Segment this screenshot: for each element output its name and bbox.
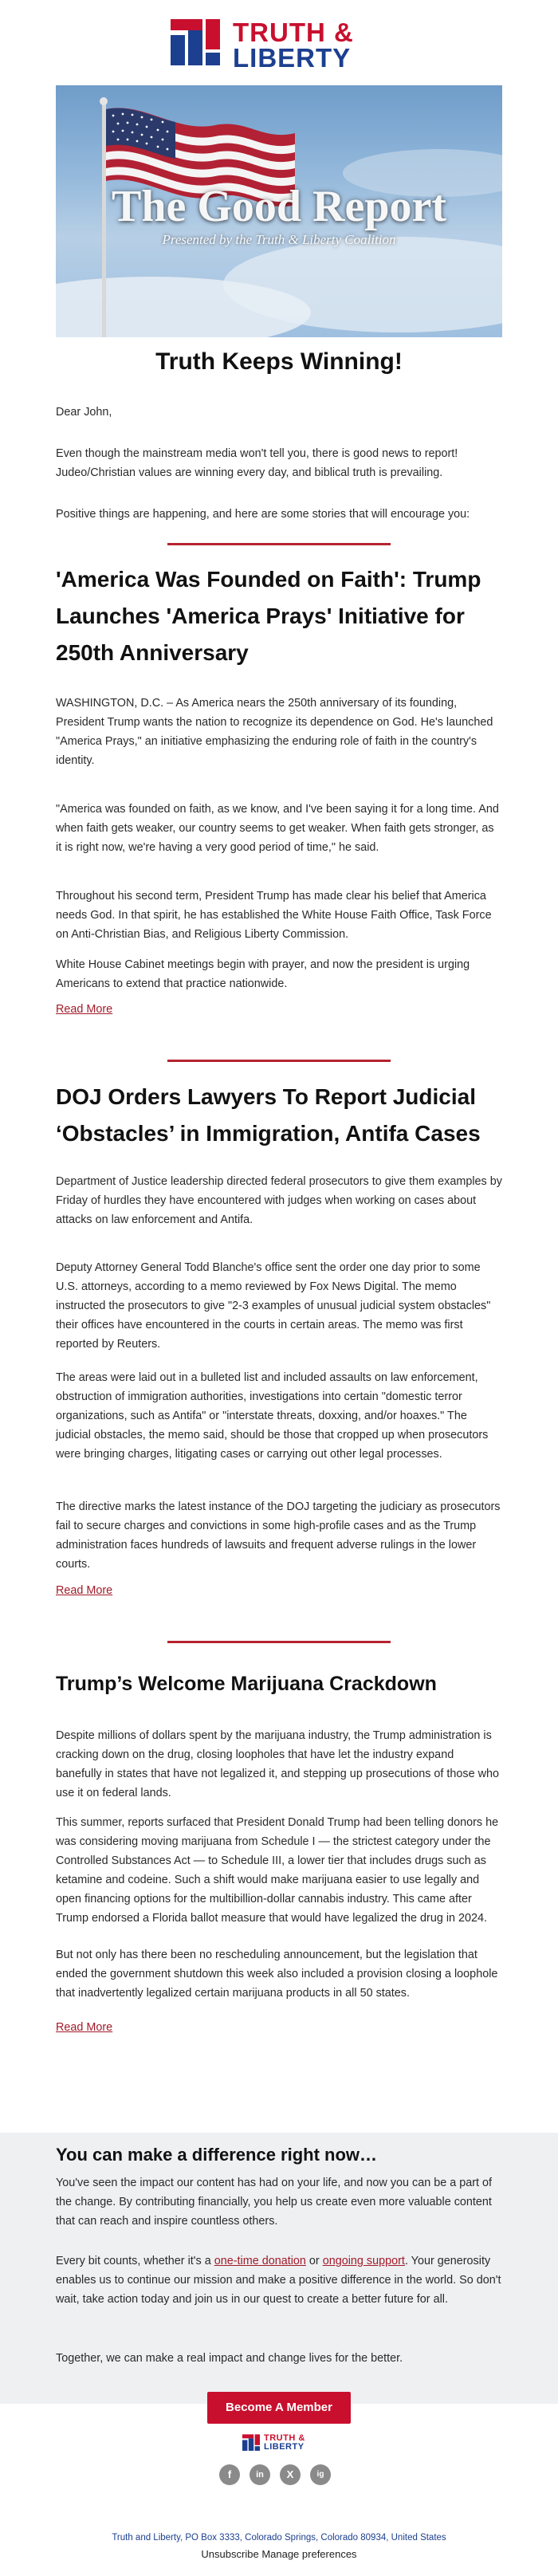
page-headline: Truth Keeps Winning! xyxy=(155,348,403,375)
cta-paragraph-2 xyxy=(56,2252,502,2309)
divider xyxy=(167,1641,391,1643)
article-2-read-more-link[interactable]: Read More xyxy=(56,1584,113,1597)
article-1-paragraph-2: "America was founded on faith, as we know, and I've been saying it for a long time. And when faith gets weaker, our country seems to get weaker. When faith gets stronger, as it is right now, we're having a very good period of time," he said. xyxy=(56,803,499,854)
article-1-paragraph-1: WASHINGTON, D.C. – As America nears the 250th anniversary of its founding, President Trump wants the nation to recognize its dependence on God. He's launched "America Prays," an initiative emphasizing the enduring role of faith in the country's identity. xyxy=(56,697,493,767)
article-1-paragraph-3: Throughout his second term, President Trump has made clear his belief that America needs God. In that spirit, he has established the White House Faith Office, Task Force on Anti-Christian Bias, and Religious Liberty Commission. xyxy=(56,890,492,941)
cta-text: or xyxy=(305,2255,323,2267)
divider xyxy=(167,1060,391,1062)
manage-preferences-link[interactable]: Manage preferences xyxy=(261,2548,357,2560)
footer-logo[interactable] xyxy=(242,2433,316,2454)
intro-paragraph-1: Even though the mainstream media won't tell you, there is good news to report! Judeo/Christian values are winning every day, and biblical truth is prevailing. xyxy=(56,447,458,479)
article-3-title: Trump’s Welcome Marijuana Crackdown xyxy=(56,1673,437,1695)
hero-banner xyxy=(56,85,502,337)
article-3-paragraph-2: This summer, reports surfaced that President Donald Trump had been telling donors he was considering moving marijuana from Schedule I — the strictest category under the Controlled Substances Act — to Schedule III, a lower tier that includes drugs such as ketamine and codeine. Such a shift would make marijuana easier to use legally and open financing options for the multibillion-dollar cannabis industry. This came after Trump endorsed a Florida ballot measure that would have legalized the drug in 2024. xyxy=(56,1816,499,1925)
article-1-title: 'America Was Founded on Faith': Trump Launches 'America Prays' Initiative for 250th Anniversary xyxy=(56,567,481,665)
logo-line-1: TRUTH & xyxy=(233,18,354,47)
logo-line-2: LIBERTY xyxy=(233,43,352,73)
article-2-paragraph-4: The directive marks the latest instance of the DOJ targeting the judiciary as prosecutors fail to secure charges and convictions in some high-profile cases and as the Trump administration faces hundreds of lawsuits and frequent adverse rulings in the lower courts. xyxy=(56,1500,501,1571)
footer-logo-line-2: LIBERTY xyxy=(264,2442,305,2452)
x-twitter-icon[interactable]: X xyxy=(280,2464,301,2485)
article-3-paragraph-1: Despite millions of dollars spent by the marijuana industry, the Trump administration is cracking down on the drug, closing loopholes that have let the industry expand banefully in states that have not legalized it, and stepping up prosecutions of those who use it on federal lands. xyxy=(56,1729,500,1799)
cta-text: . Your generosity enables us to continue our mission and make a positive difference in the world. So don't wait, take action today and join us in our quest to create a better future for all. xyxy=(56,2255,501,2306)
article-2-paragraph-1: Department of Justice leadership directed federal prosecutors to give them examples by Friday of hurdles they have encountered with judges when working on cases about attacks on law enforcement and Antifa. xyxy=(56,1175,502,1226)
footer-links xyxy=(0,2548,558,2560)
facebook-icon[interactable]: f xyxy=(219,2464,240,2485)
one-time-donation-link[interactable]: one-time donation xyxy=(214,2255,306,2267)
cta-paragraph-3: Together, we can make a real impact and change lives for the better. xyxy=(56,2352,403,2365)
logo-mark-icon xyxy=(171,19,220,67)
article-3-read-more-link[interactable]: Read More xyxy=(56,2021,113,2034)
ongoing-support-link[interactable]: ongoing support xyxy=(322,2255,405,2267)
intro-paragraph-2: Positive things are happening, and here are some stories that will encourage you: xyxy=(56,508,470,521)
article-1-paragraph-4: White House Cabinet meetings begin with prayer, and now the president is urging Americans to extend that practice nationwide. xyxy=(56,958,470,990)
cta-text: Every bit counts, whether it's a xyxy=(56,2255,214,2267)
instagram-icon[interactable]: ig xyxy=(310,2464,331,2485)
hero-subtitle: Presented by the Truth & Liberty Coalition xyxy=(162,232,396,247)
article-2-paragraph-2: Deputy Attorney General Todd Blanche's office sent the order one day prior to some U.S. attorneys, according to a memo reviewed by Fox News Digital. The memo instructed the prosecutors to give "2-3 examples of unusual judicial system obstacles" their offices have encountered in the courts in certain areas. The memo was first reported by Reuters. xyxy=(56,1261,491,1351)
article-1-read-more-link[interactable]: Read More xyxy=(56,1003,113,1016)
greeting: Dear John, xyxy=(56,406,112,419)
article-2-title: DOJ Orders Lawyers To Report Judicial ‘Obstacles’ in Immigration, Antifa Cases xyxy=(56,1084,481,1146)
divider xyxy=(167,543,391,545)
logo-mark-icon xyxy=(242,2434,260,2452)
article-3-paragraph-3: But not only has there been no rescheduling announcement, but the legislation that ended the government shutdown this week also included a provision closing a loophole that inadvertently legalized certain marijuana products in all 50 states. xyxy=(56,1949,498,2000)
hero-title: The Good Report xyxy=(112,182,446,231)
email-header xyxy=(0,0,558,85)
truth-liberty-logo[interactable] xyxy=(171,18,390,73)
cta-paragraph-1: You've seen the impact our content has had on your life, and now you can be a part of the change. By contributing financially, you help us create even more valuable content that can reach and inspire countless others. xyxy=(56,2177,493,2228)
linkedin-icon[interactable]: in xyxy=(250,2464,270,2485)
cta-title: You can make a difference right now… xyxy=(56,2145,378,2165)
article-2-paragraph-3: The areas were laid out in a bulleted list and included assaults on law enforcement, obstruction of immigration authorities, investigations into certain "domestic terror organizations, such as Antifa" or "interstate threats, doxxing, and/or hoaxes." The judicial obstacles, the memo said, should be those that cropped up when prosecutors were bringing charges, litigating cases or carrying out other legal processes. xyxy=(56,1371,489,1461)
become-member-button[interactable]: Become A Member xyxy=(207,2392,351,2424)
unsubscribe-link[interactable]: Unsubscribe xyxy=(201,2548,259,2560)
footer-logo-line-1: TRUTH & xyxy=(264,2433,305,2443)
footer-address: Truth and Liberty, PO Box 3333, Colorado Springs, Colorado 80934, United States xyxy=(112,2533,446,2543)
